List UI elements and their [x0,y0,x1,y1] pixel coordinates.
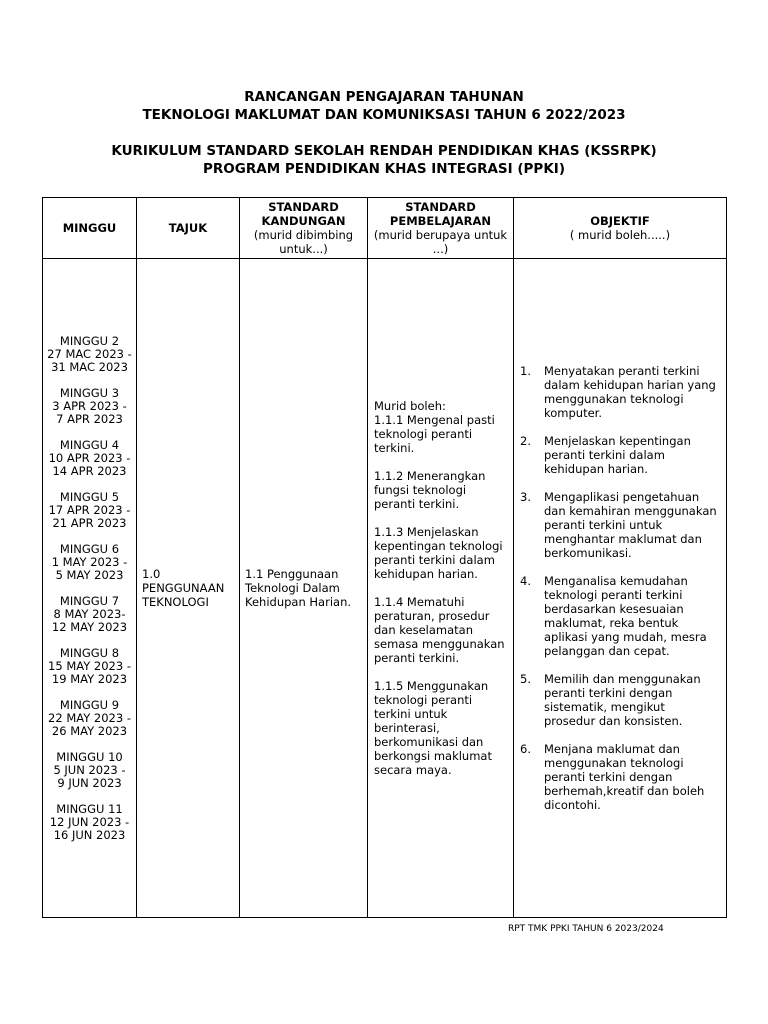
list-item: 3. Mengaplikasi pengetahuan dan kemahiran menggunakan peranti terkini untuk menghantar maklumat dan berkomunikasi. [520,490,717,560]
weeks-cell [43,259,137,918]
title-line-1: RANCANGAN PENGAJARAN TAHUNAN [244,89,524,105]
week-entry: MINGGU 10 5 JUN 2023 - 9 JUN 2023 [53,749,126,790]
table-header-row [43,198,727,259]
list-item: 6. Menjana maklumat dan menggunakan teknologi peranti terkini dengan berhemah,kreatif dan boleh dicontohi. [520,742,705,812]
page-footer: RPT TMK PPKI TAHUN 6 2023/2024 [508,924,664,934]
header-sp-subtitle: (murid berupaya untuk ...) [373,228,508,256]
standard-pembelajaran-cell [368,259,514,918]
tajuk-code: 1.0 [142,567,161,581]
list-item: 1. Menyatakan peranti terkini dalam kehidupan harian yang menggunakan teknologi komputer. [520,364,716,420]
standard-kandungan-text: 1.1 Penggunaan Teknologi Dalam Kehidupan Harian. [245,567,352,609]
tajuk-text: PENGGUNAAN TEKNOLOGI [142,581,225,609]
week-entry: MINGGU 6 1 MAY 2023 - 5 MAY 2023 [51,541,128,582]
week-entry: MINGGU 2 27 MAC 2023 - 31 MAC 2023 [47,333,132,374]
header-tajuk: TAJUK [137,198,240,259]
title-line-4: PROGRAM PENDIDIKAN KHAS INTEGRASI (PPKI) [203,161,565,177]
week-entry: MINGGU 3 3 APR 2023 - 7 APR 2023 [52,385,127,426]
sp-item: 1.1.2 Menerangkan fungsi teknologi peranti terkini. [374,469,486,511]
header-standard-pembelajaran: STANDARD PEMBELAJARAN (murid berupaya untuk ...) [368,198,514,259]
sp-item: 1.1.4 Mematuhi peraturan, prosedur dan keselamatan semasa menggunakan peranti terkini. [374,595,505,665]
sp-item: 1.1.5 Menggunakan teknologi peranti terkini untuk berinterasi, berkomunikasi dan berkongsi maklumat secara maya. [374,679,492,777]
lesson-plan-table [42,197,727,918]
week-entry: MINGGU 5 17 APR 2023 - 21 APR 2023 [48,489,131,530]
sp-intro: Murid boleh: [374,399,446,413]
sp-item: 1.1.1 Mengenal pasti teknologi peranti terkini. [374,413,495,455]
header-sk-subtitle: (murid dibimbing untuk...) [253,228,354,256]
list-item: 5. Memilih dan menggunakan peranti terkini dengan sistematik, mengikut prosedur dan konsisten. [520,672,701,728]
week-entry: MINGGU 9 22 MAY 2023 - 26 MAY 2023 [48,697,131,738]
header-standard-kandungan: STANDARD KANDUNGAN (murid dibimbing untuk...) [240,198,368,259]
standard-kandungan-cell [240,259,368,918]
objektif-cell [514,259,727,918]
header-minggu: MINGGU [43,198,137,259]
tajuk-cell [137,259,240,918]
header-objektif-subtitle: ( murid boleh.....) [569,228,671,242]
title-line-3: KURIKULUM STANDARD SEKOLAH RENDAH PENDIDIKAN KHAS (KSSRPK) [111,143,657,159]
curriculum-title [0,142,768,178]
title-line-2: TEKNOLOGI MAKLUMAT DAN KOMUNIKSASI TAHUN 6 2022/2023 [142,107,626,123]
list-item: 2. Menjelaskan kepentingan peranti terkini dalam kehidupan harian. [520,434,691,476]
week-entry: MINGGU 11 12 JUN 2023 - 16 JUN 2023 [49,801,130,842]
table-row [43,259,727,918]
week-entry: MINGGU 7 8 MAY 2023- 12 MAY 2023 [51,593,128,634]
week-entry: MINGGU 8 15 MAY 2023 - 19 MAY 2023 [48,645,131,686]
objektif-list [520,364,718,812]
list-item: 4. Menganalisa kemudahan teknologi peranti terkini berdasarkan kesesuaian maklumat, reka bentuk aplikasi yang mudah, mesra pelanggan dan cepat. [520,574,707,658]
document-title [0,88,768,124]
header-objektif: OBJEKTIF ( murid boleh.....) [514,198,727,259]
sp-item: 1.1.3 Menjelaskan kepentingan teknologi peranti terkini dalam kehidupan harian. [374,525,503,581]
week-entry: MINGGU 4 10 APR 2023 - 14 APR 2023 [48,437,131,478]
